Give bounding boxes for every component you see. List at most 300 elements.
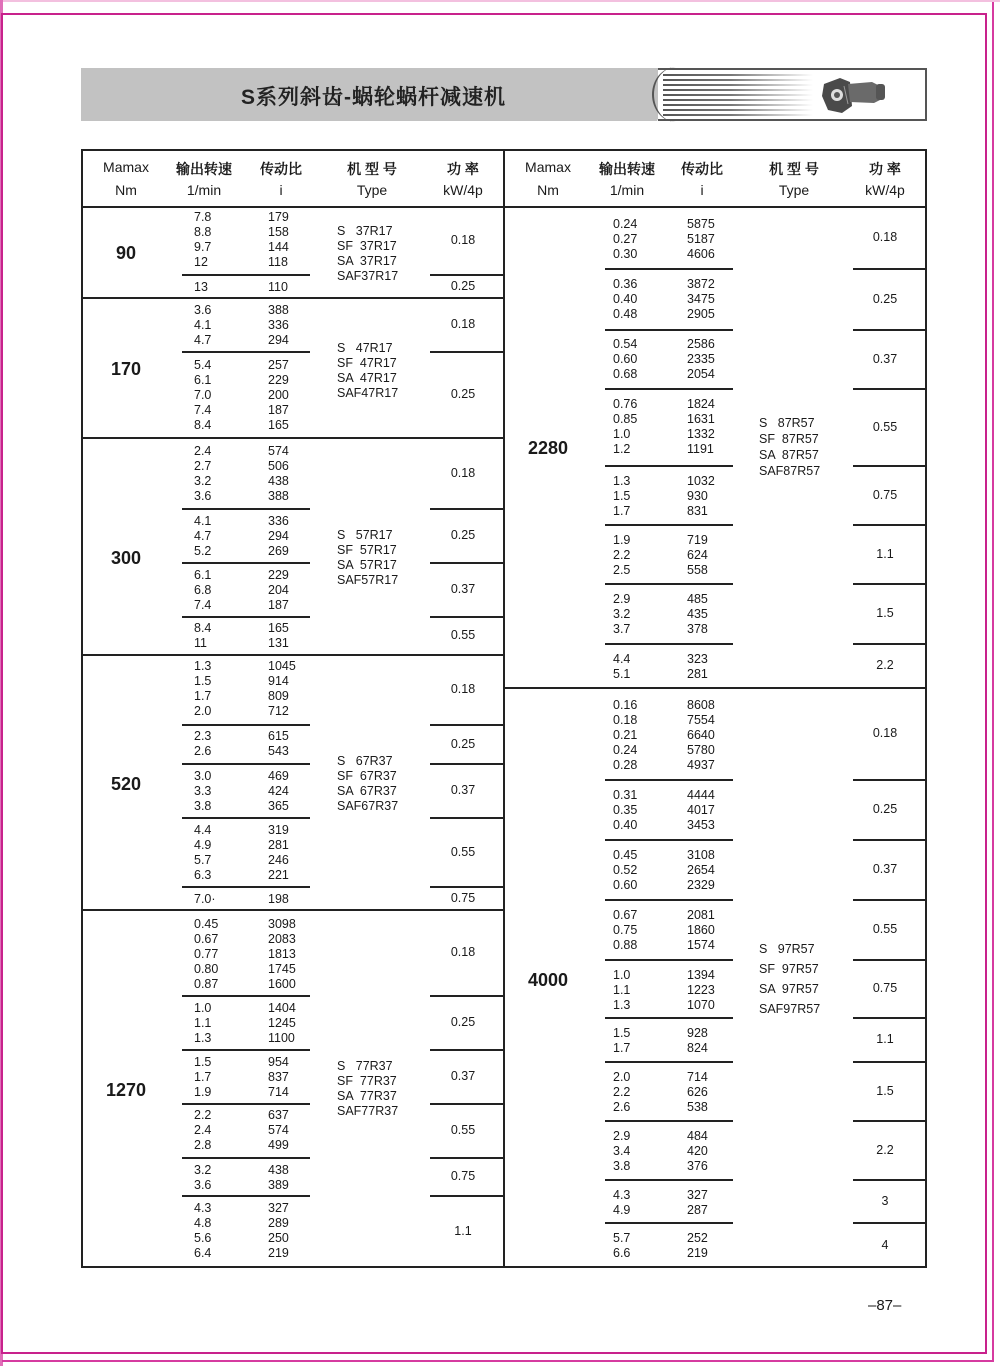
block-divider-power (853, 899, 927, 901)
block-divider-speed (182, 1157, 310, 1159)
output-speed: 4.9 (194, 838, 212, 852)
gear-ratio: 1574 (687, 938, 715, 952)
gear-ratio: 626 (687, 1085, 708, 1099)
gear-ratio: 110 (268, 280, 288, 294)
output-speed: 0.60 (613, 878, 638, 892)
center-divider (503, 149, 505, 1268)
gear-ratio: 246 (268, 853, 289, 867)
gear-ratio: 1394 (687, 968, 715, 982)
output-speed: 0.18 (613, 713, 638, 727)
output-speed: 2.8 (194, 1138, 212, 1152)
power-value: 1.5 (876, 1084, 894, 1098)
power-value: 0.37 (450, 1069, 476, 1083)
gear-ratio: 1045 (268, 659, 296, 673)
gear-ratio: 252 (687, 1231, 708, 1245)
power-value: 0.18 (872, 230, 898, 244)
output-speed: 12 (194, 255, 208, 269)
block-divider-power (853, 268, 927, 270)
output-speed: 0.40 (613, 292, 638, 306)
model-type: S 37R17 (337, 224, 393, 238)
block-divider-power (853, 643, 927, 645)
banner-speed-stripes (663, 74, 813, 116)
block-divider-power (430, 763, 503, 765)
output-speed: 3.2 (194, 474, 212, 488)
block-divider-speed (605, 268, 733, 270)
gear-ratio: 187 (268, 598, 289, 612)
block-divider-power (853, 1120, 927, 1122)
mamax-value: 520 (110, 774, 142, 794)
gear-ratio: 637 (268, 1108, 289, 1122)
gear-ratio: 1070 (687, 998, 715, 1012)
block-divider-power (430, 274, 503, 276)
output-speed: 0.24 (613, 217, 638, 231)
model-type: SA 97R57 (759, 982, 819, 996)
mamax-value: 4000 (527, 970, 569, 990)
model-type: SF 57R17 (337, 543, 397, 557)
output-speed: 1.5 (194, 674, 212, 688)
gear-ratio: 615 (268, 729, 289, 743)
header-type-left: 机 型 号 (347, 161, 397, 177)
header-type-unit-left: Type (356, 182, 388, 198)
output-speed: 3.7 (613, 622, 631, 636)
gear-ratio: 187 (268, 403, 289, 417)
gear-ratio: 7554 (687, 713, 715, 727)
output-speed: 0.40 (613, 818, 638, 832)
output-speed: 3.2 (194, 1163, 212, 1177)
group-divider (81, 654, 504, 656)
header-ratio-left: 传动比 (260, 161, 302, 177)
power-value: 0.75 (872, 488, 898, 502)
output-speed: 0.76 (613, 397, 638, 411)
output-speed: 3.8 (613, 1159, 631, 1173)
block-divider-speed (605, 1179, 733, 1181)
output-speed: 7.4 (194, 598, 212, 612)
gear-ratio: 3453 (687, 818, 715, 832)
block-divider-speed (182, 274, 310, 276)
gear-ratio: 365 (268, 799, 289, 813)
model-type: SA 37R17 (337, 254, 397, 268)
block-divider-speed (182, 1195, 310, 1197)
gear-ratio: 914 (268, 674, 289, 688)
gear-ratio: 144 (268, 240, 289, 254)
gear-ratio: 2083 (268, 932, 296, 946)
model-type: SF 87R57 (759, 432, 819, 446)
output-speed: 1.9 (613, 533, 631, 547)
header-type-unit-right: Type (778, 182, 810, 198)
block-divider-power (430, 1195, 503, 1197)
power-value: 0.37 (872, 862, 898, 876)
output-speed: 1.1 (613, 983, 631, 997)
output-speed: 2.3 (194, 729, 212, 743)
gear-ratio: 1100 (268, 1031, 295, 1045)
model-type: S 57R17 (337, 528, 393, 542)
block-divider-power (853, 329, 927, 331)
gear-ratio: 327 (268, 1201, 289, 1215)
block-divider-speed (182, 886, 310, 888)
gear-ratio: 229 (268, 373, 289, 387)
gear-ratio: 558 (687, 563, 708, 577)
block-divider-power (430, 562, 503, 564)
gear-ratio: 2586 (687, 337, 715, 351)
power-value: 0.37 (450, 582, 476, 596)
gear-ratio: 438 (268, 474, 289, 488)
output-speed: 1.7 (194, 1070, 212, 1084)
output-speed: 2.0 (194, 704, 212, 718)
gear-ratio: 484 (687, 1129, 708, 1143)
gear-ratio: 1600 (268, 977, 296, 991)
block-divider-power (853, 1179, 927, 1181)
gear-ratio: 269 (268, 544, 289, 558)
power-value: 1.1 (454, 1224, 472, 1238)
gear-ratio: 1332 (687, 427, 715, 441)
model-type: SAF37R17 (337, 269, 399, 283)
output-speed: 1.2 (613, 442, 631, 456)
gear-ratio: 837 (268, 1070, 289, 1084)
gear-ratio: 250 (268, 1231, 289, 1245)
block-divider-speed (605, 465, 733, 467)
mamax-value: 170 (110, 359, 142, 379)
gear-ratio: 2054 (687, 367, 715, 381)
gear-ratio: 2335 (687, 352, 715, 366)
block-divider-speed (605, 959, 733, 961)
header-type-right: 机 型 号 (769, 161, 819, 177)
output-speed: 4.3 (613, 1188, 631, 1202)
block-divider-power (853, 1222, 927, 1224)
output-speed: 7.8 (194, 210, 212, 224)
output-speed: 2.0 (613, 1070, 631, 1084)
output-speed: 2.2 (613, 1085, 631, 1099)
power-value: 0.25 (450, 387, 476, 401)
output-speed: 6.3 (194, 868, 212, 882)
block-divider-power (853, 524, 927, 526)
gear-ratio: 1032 (687, 474, 715, 488)
power-value: 0.25 (450, 737, 476, 751)
block-divider-speed (605, 524, 733, 526)
output-speed: 5.6 (194, 1231, 212, 1245)
gear-ratio: 5780 (687, 743, 715, 757)
gear-ratio: 424 (268, 784, 289, 798)
output-speed: 1.9 (194, 1085, 212, 1099)
gear-ratio: 435 (687, 607, 708, 621)
block-divider-speed (182, 724, 310, 726)
model-type: S 77R37 (337, 1059, 393, 1073)
block-divider-power (853, 779, 927, 781)
header-ratio-unit-right: i (700, 182, 704, 198)
gear-ratio: 158 (268, 225, 289, 239)
gear-ratio: 319 (268, 823, 289, 837)
gear-ratio: 1813 (268, 947, 296, 961)
gear-ratio: 388 (268, 303, 289, 317)
group-divider (81, 909, 504, 911)
block-divider-speed (605, 1120, 733, 1122)
gear-ratio: 378 (687, 622, 708, 636)
block-divider-speed (182, 1049, 310, 1051)
power-value: 1.1 (876, 547, 894, 561)
output-speed: 8.8 (194, 225, 212, 239)
gear-ratio: 3098 (268, 917, 296, 931)
output-speed: 4.8 (194, 1216, 212, 1230)
header-speed-right: 输出转速 (599, 161, 655, 177)
power-value: 0.75 (872, 981, 898, 995)
power-value: 0.18 (450, 317, 476, 331)
power-value: 0.18 (450, 682, 476, 696)
gear-ratio: 469 (268, 769, 289, 783)
group-divider (81, 297, 504, 299)
gear-ratio: 712 (268, 704, 289, 718)
mamax-value: 1270 (105, 1080, 147, 1100)
model-type: SAF47R17 (337, 386, 399, 400)
output-speed: 1.3 (194, 1031, 212, 1045)
output-speed: 0.67 (194, 932, 219, 946)
gear-ratio: 719 (687, 533, 708, 547)
output-speed: 5.7 (194, 853, 212, 867)
output-speed: 1.5 (613, 489, 631, 503)
power-value: 0.25 (872, 802, 898, 816)
gear-ratio: 1824 (687, 397, 715, 411)
gear-ratio: 2329 (687, 878, 715, 892)
header-mamax-left: Mamax (103, 159, 149, 175)
block-divider-power (853, 1017, 927, 1019)
power-value: 0.55 (872, 420, 898, 434)
output-speed: 5.4 (194, 358, 212, 372)
power-value: 0.25 (872, 292, 898, 306)
output-speed: 1.0 (613, 968, 631, 982)
output-speed: 1.0 (613, 427, 631, 441)
model-type: SF 37R17 (337, 239, 397, 253)
gear-ratio: 5875 (687, 217, 715, 231)
gear-ratio: 1245 (268, 1016, 296, 1030)
model-type: SA 67R37 (337, 784, 397, 798)
output-speed: 5.2 (194, 544, 212, 558)
block-divider-power (430, 724, 503, 726)
output-speed: 9.7 (194, 240, 212, 254)
model-type: SF 47R17 (337, 356, 397, 370)
gear-ratio: 2905 (687, 307, 715, 321)
block-divider-speed (605, 643, 733, 645)
model-type: SA 77R37 (337, 1089, 397, 1103)
gear-ratio: 336 (268, 514, 289, 528)
power-value: 0.75 (450, 1169, 476, 1183)
gear-ratio: 257 (268, 358, 289, 372)
block-divider-power (853, 839, 927, 841)
power-value: 3 (881, 1194, 889, 1208)
model-type: SAF77R37 (337, 1104, 399, 1118)
output-speed: 6.1 (194, 568, 212, 582)
output-speed: 6.4 (194, 1246, 212, 1260)
gear-ratio: 388 (268, 489, 289, 503)
gear-ratio: 336 (268, 318, 289, 332)
gear-ratio: 420 (687, 1144, 708, 1158)
block-divider-speed (182, 616, 310, 618)
gear-ratio: 930 (687, 489, 708, 503)
block-divider-speed (182, 817, 310, 819)
output-speed: 4.1 (194, 318, 212, 332)
block-divider-speed (605, 388, 733, 390)
block-divider-speed (182, 995, 310, 997)
gear-ratio: 131 (268, 636, 289, 650)
gear-ratio: 574 (268, 1123, 289, 1137)
model-type: S 87R57 (759, 416, 815, 430)
output-speed: 0.31 (613, 788, 638, 802)
header-speed-unit-left: 1/min (186, 182, 222, 198)
model-type: S 97R57 (759, 942, 815, 956)
power-value: 2.2 (876, 1143, 894, 1157)
output-speed: 3.4 (613, 1144, 631, 1158)
output-speed: 2.4 (194, 1123, 212, 1137)
gear-ratio: 714 (687, 1070, 708, 1084)
gear-ratio: 198 (268, 892, 289, 906)
gear-ratio: 219 (268, 1246, 289, 1260)
gear-ratio: 1223 (687, 983, 715, 997)
power-value: 1.5 (876, 606, 894, 620)
gear-ratio: 3108 (687, 848, 715, 862)
block-divider-speed (605, 1222, 733, 1224)
output-speed: 1.7 (613, 1041, 631, 1055)
block-divider-power (853, 465, 927, 467)
output-speed: 3.8 (194, 799, 212, 813)
output-speed: 4.3 (194, 1201, 212, 1215)
output-speed: 1.5 (194, 1055, 212, 1069)
output-speed: 0.67 (613, 908, 638, 922)
group-divider (81, 437, 504, 439)
power-value: 0.18 (450, 233, 476, 247)
gear-ratio: 2081 (687, 908, 715, 922)
gear-ratio: 204 (268, 583, 289, 597)
gear-ratio: 229 (268, 568, 289, 582)
block-divider-power (430, 886, 503, 888)
output-speed: 4.7 (194, 333, 212, 347)
output-speed: 0.36 (613, 277, 638, 291)
output-speed: 0.75 (613, 923, 638, 937)
output-speed: 3.6 (194, 1178, 212, 1192)
header-mamax-right: Mamax (525, 159, 571, 175)
output-speed: 0.35 (613, 803, 638, 817)
output-speed: 6.1 (194, 373, 212, 387)
gear-ratio: 809 (268, 689, 289, 703)
gear-ratio: 4017 (687, 803, 715, 817)
power-value: 0.18 (450, 945, 476, 959)
gear-ratio: 928 (687, 1026, 708, 1040)
output-speed: 0.45 (613, 848, 638, 862)
power-value: 4 (881, 1238, 889, 1252)
block-divider-power (430, 616, 503, 618)
gear-ratio: 485 (687, 592, 708, 606)
output-speed: 0.77 (194, 947, 219, 961)
power-value: 0.55 (450, 1123, 476, 1137)
output-speed: 4.7 (194, 529, 212, 543)
output-speed: 0.48 (613, 307, 638, 321)
page-title: S系列斜齿-蜗轮蜗杆减速机 (241, 86, 506, 109)
model-type: SA 87R57 (759, 448, 819, 462)
header-mamax-unit-left: Nm (115, 182, 137, 198)
output-speed: 0.21 (613, 728, 638, 742)
gear-ratio: 4606 (687, 247, 715, 261)
model-type: SA 47R17 (337, 371, 397, 385)
output-speed: 0.88 (613, 938, 638, 952)
output-speed: 2.9 (613, 1129, 631, 1143)
block-divider-speed (605, 839, 733, 841)
output-speed: 2.6 (194, 744, 212, 758)
output-speed: 1.1 (194, 1016, 212, 1030)
output-speed: 2.4 (194, 444, 212, 458)
block-divider-speed (182, 1103, 310, 1105)
gear-ratio: 179 (268, 210, 289, 224)
header-ratio-unit-left: i (279, 182, 283, 198)
gear-ratio: 1745 (268, 962, 296, 976)
output-speed: 0.16 (613, 698, 638, 712)
output-speed: 0.60 (613, 352, 638, 366)
output-speed: 6.8 (194, 583, 212, 597)
output-speed: 0.54 (613, 337, 638, 351)
gear-ratio: 506 (268, 459, 289, 473)
block-divider-power (430, 508, 503, 510)
gear-ratio: 831 (687, 504, 708, 518)
output-speed: 3.3 (194, 784, 212, 798)
block-divider-speed (605, 779, 733, 781)
output-speed: 1.3 (613, 474, 631, 488)
block-divider-power (853, 1061, 927, 1063)
header-ratio-right: 传动比 (681, 161, 723, 177)
gear-ratio: 6640 (687, 728, 715, 742)
block-divider-power (430, 1157, 503, 1159)
gear-ratio: 3475 (687, 292, 715, 306)
gear-ratio: 118 (268, 255, 288, 269)
output-speed: 4.9 (613, 1203, 631, 1217)
gear-ratio: 294 (268, 529, 289, 543)
gear-ratio: 8608 (687, 698, 715, 712)
group-divider (504, 687, 927, 689)
output-speed: 0.45 (194, 917, 219, 931)
output-speed: 0.52 (613, 863, 638, 877)
power-value: 1.1 (876, 1032, 894, 1046)
gear-ratio: 281 (687, 667, 708, 681)
block-divider-speed (605, 1017, 733, 1019)
mamax-value: 2280 (527, 438, 569, 458)
header-power-unit-left: kW/4p (443, 182, 483, 198)
output-speed: 2.5 (613, 563, 631, 577)
block-divider-speed (182, 351, 310, 353)
output-speed: 0.85 (613, 412, 638, 426)
output-speed: 1.7 (613, 504, 631, 518)
output-speed: 8.4 (194, 621, 212, 635)
block-divider-power (430, 1049, 503, 1051)
power-value: 0.55 (872, 922, 898, 936)
gear-ratio: 221 (268, 868, 289, 882)
gear-ratio: 287 (687, 1203, 708, 1217)
model-type: SAF67R37 (337, 799, 399, 813)
power-value: 0.55 (450, 628, 476, 642)
gear-ratio: 954 (268, 1055, 289, 1069)
gear-ratio: 1860 (687, 923, 715, 937)
power-value: 0.25 (450, 528, 476, 542)
gear-ratio: 323 (687, 652, 708, 666)
block-divider-speed (182, 508, 310, 510)
block-divider-speed (182, 763, 310, 765)
gear-reducer-icon (820, 76, 890, 114)
output-speed: 4.4 (613, 652, 631, 666)
mamax-value: 300 (110, 548, 142, 568)
output-speed: 2.7 (194, 459, 212, 473)
output-speed: 3.6 (194, 303, 212, 317)
gear-ratio: 4937 (687, 758, 715, 772)
title-banner (81, 68, 927, 121)
header-mamax-unit-right: Nm (537, 182, 559, 198)
header-power-right: 功 率 (869, 161, 901, 177)
output-speed: 8.4 (194, 418, 212, 432)
block-divider-power (430, 351, 503, 353)
model-type: SF 97R57 (759, 962, 819, 976)
block-divider-power (853, 583, 927, 585)
